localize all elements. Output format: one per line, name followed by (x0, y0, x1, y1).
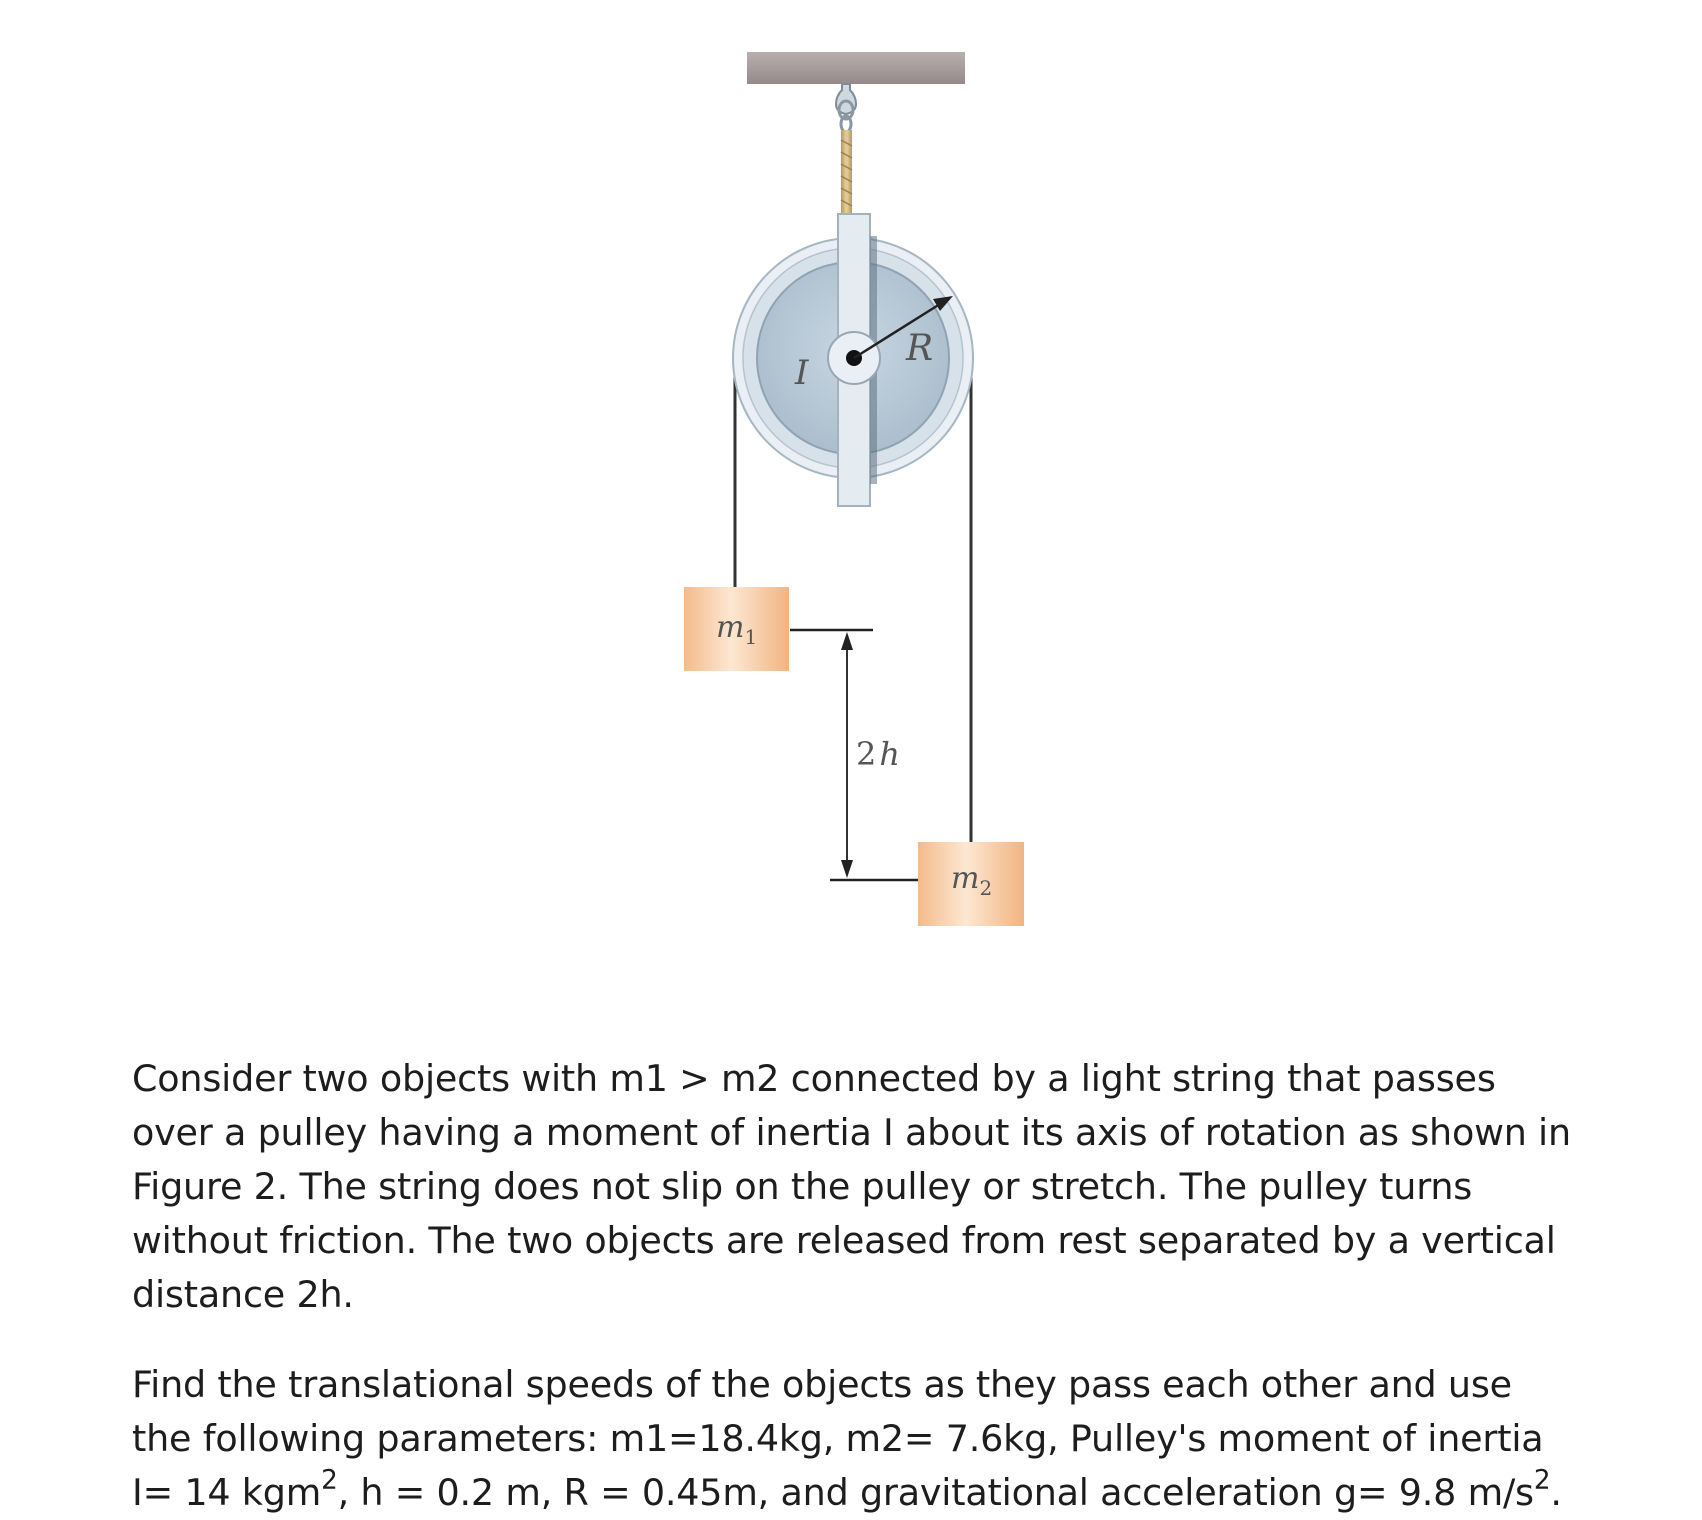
problem-text (132, 1052, 1582, 1520)
block-m1-label: $m_1$ (716, 610, 758, 649)
parameters-text-end: . (1550, 1471, 1562, 1514)
support-rope (841, 130, 852, 214)
ceiling (747, 52, 965, 84)
parameters-text-1: Find the translational speeds of the objects as they pass each other and use the following parameters: m1=18.4kg, m2= 7.6kg, Pulley's moment of inertia I= 14 kgm (132, 1363, 1544, 1514)
radius-label: R (906, 328, 934, 369)
parameters-text-2: , h = 0.2 m, R = 0.45m, and gravitational acceleration g= 9.8 m/s (337, 1471, 1534, 1514)
problem-paragraph-1: Consider two objects with m1 > m2 connected by a light string that passes over a pulley having a moment of inertia I about its axis of rotation as shown in Figure 2. The string does not slip on the pulley or stretch. The pulley turns without friction. The two objects are released from rest separated by a vertical distance 2h. (132, 1057, 1571, 1316)
distance-label: 2h (856, 735, 900, 773)
pulley (733, 214, 973, 506)
units-superscript-1: 2 (321, 1465, 338, 1496)
units-superscript-2: 2 (1533, 1465, 1551, 1496)
block-m2-label: $m_2$ (951, 861, 993, 900)
inertia-label: I (795, 353, 809, 393)
problem-paragraph-2 (132, 1358, 1582, 1520)
hook (836, 84, 856, 132)
